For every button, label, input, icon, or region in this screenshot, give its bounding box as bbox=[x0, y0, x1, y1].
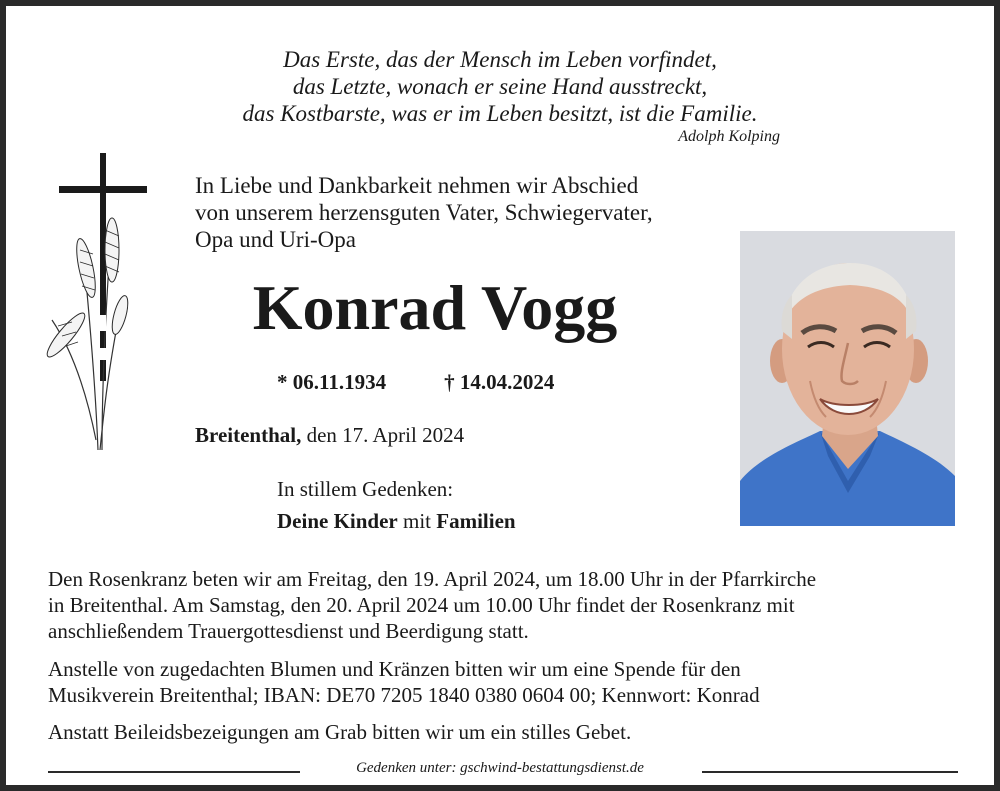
life-dates bbox=[277, 370, 554, 395]
quote-line: das Letzte, wonach er seine Hand ausstreckt, bbox=[292, 74, 708, 99]
paragraph-line: Den Rosenkranz beten wir am Freitag, den 19. April 2024, um 18.00 Uhr in der Pfarrkirche bbox=[48, 567, 817, 591]
paragraph-line: anschließendem Trauergottesdienst und Beerdigung statt. bbox=[48, 619, 529, 643]
paragraph-line: in Breitenthal. Am Samstag, den 20. April 2024 um 10.00 Uhr findet der Rosenkranz mit bbox=[48, 593, 795, 617]
notice-date: den 17. April 2024 bbox=[306, 423, 465, 447]
quote-line: das Kostbarste, was er im Leben besitzt, ist die Familie. bbox=[242, 101, 758, 126]
rosary-paragraph bbox=[48, 566, 958, 644]
deceased-name: Konrad Vogg bbox=[252, 272, 618, 343]
cross-with-wheat-icon bbox=[46, 150, 156, 460]
place-name: Breitenthal, bbox=[195, 423, 302, 447]
place-date bbox=[195, 423, 464, 448]
paragraph-line: Anstelle von zugedachten Blumen und Kränzen bitten wir um eine Spende für den bbox=[48, 657, 741, 681]
quote bbox=[0, 46, 1000, 127]
intro-text bbox=[195, 172, 653, 253]
memorial-website-link[interactable]: Gedenken unter: gschwind-bestattungsdienst.de bbox=[356, 760, 644, 776]
paragraph-line: Musikverein Breitenthal; IBAN: DE70 7205 1840 0380 0604 00; Kennwort: Konrad bbox=[48, 683, 760, 707]
donation-paragraph bbox=[48, 656, 958, 708]
portrait-photo bbox=[740, 231, 955, 526]
mourners-names bbox=[277, 509, 516, 534]
quote-line: Das Erste, das der Mensch im Leben vorfindet, bbox=[283, 47, 717, 72]
mourners-mit: mit bbox=[403, 509, 432, 533]
intro-line: von unserem herzensguten Vater, Schwiegervater, bbox=[195, 200, 653, 225]
mourners-familien: Familien bbox=[436, 509, 516, 533]
quote-author: Adolph Kolping bbox=[678, 128, 780, 145]
mourners-kinder: Deine Kinder bbox=[277, 509, 398, 533]
prayer-paragraph: Anstatt Beileidsbezeigungen am Grab bitten wir um ein stilles Gebet. bbox=[48, 720, 632, 744]
intro-line: In Liebe und Dankbarkeit nehmen wir Abschied bbox=[195, 173, 639, 198]
intro-line: Opa und Uri-Opa bbox=[195, 227, 356, 252]
mourners-heading: In stillem Gedenken: bbox=[277, 477, 454, 501]
death-date: † 14.04.2024 bbox=[444, 370, 555, 394]
birth-date: * 06.11.1934 bbox=[277, 370, 387, 394]
